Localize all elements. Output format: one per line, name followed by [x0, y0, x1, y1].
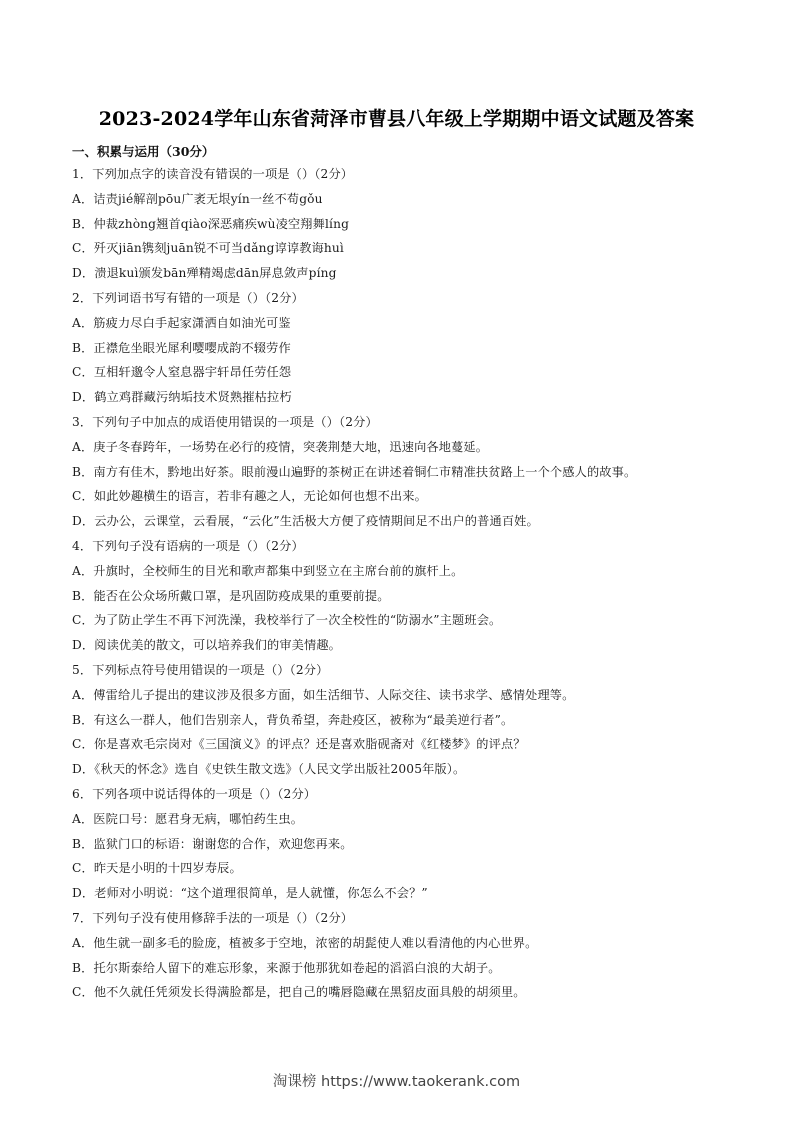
question-list [72, 162, 732, 1005]
page-title: 2023-2024学年山东省菏泽市曹县八年级上学期期中语文试题及答案 [98, 108, 695, 130]
document-line: A．医院口号：愿君身无病，哪怕药生虫。 [72, 811, 304, 826]
document-line: B．有这么一群人，他们告别亲人，背负希望，奔赴疫区，被称为“最美逆行者”。 [72, 712, 514, 727]
document-line: B．仲裁zhòng翘首qiào深恶痛疾wù凌空翔舞líng [72, 216, 350, 231]
document-line: B．托尔斯泰给人留下的难忘形象，来源于他那犹如卷起的滔滔白浪的大胡子。 [72, 960, 501, 975]
section-heading: 一、积累与运用（30分） [72, 144, 215, 159]
document-line: A．筋疲力尽白手起家潇洒自如油光可鉴 [72, 315, 291, 330]
document-line: 7．下列句子没有使用修辞手法的一项是（）（2分） [72, 910, 354, 925]
document-line: A．升旗时，全校师生的目光和歌声都集中到竖立在主席台前的旗杆上。 [72, 563, 464, 578]
document-line: C．互相轩邈令人窒息器宇轩昂任劳任怨 [72, 365, 292, 380]
document-line: C．他不久就任凭须发长得满脸都是，把自己的嘴唇隐藏在黑貂皮面具般的胡须里。 [72, 985, 526, 1000]
document-line: C．昨天是小明的十四岁寿辰。 [72, 861, 242, 876]
document-line: D．老师对小明说：“这个道理很简单，是人就懂，你怎么不会？” [72, 886, 428, 901]
document-line: D．云办公，云课堂，云看展，“云化”生活极大方便了疫情期间足不出户的普通百姓。 [72, 514, 539, 529]
document-line: 3．下列句子中加点的成语使用错误的一项是（）（2分） [72, 414, 378, 429]
document-line: A．庚子冬春跨年，一场势在必行的疫情，突袭荆楚大地，迅速向各地蔓延。 [72, 439, 489, 454]
document-line: 4．下列句子没有语病的一项是（）（2分） [72, 538, 304, 553]
document-line: C．你是喜欢毛宗岗对《三国演义》的评点？还是喜欢脂砚斋对《红楼梦》的评点？ [72, 737, 526, 752]
document-line: B．能否在公众场所戴口罩，是巩固防疫成果的重要前提。 [72, 588, 390, 603]
document-line: D．《秋天的怀念》选自《史铁生散文选》（人民文学出版社2005年版）。 [72, 762, 466, 777]
footer-watermark: 淘课榜 https://www.taokerank.com [272, 1074, 521, 1090]
document-line: D．溃退kuì颁发bān殚精竭虑dān屏息敛声píng [72, 266, 337, 281]
document-line: A．傅雷给儿子提出的建议涉及很多方面，如生活细节、人际交往、读书求学、感情处理等。 [72, 687, 575, 702]
document-line: 5．下列标点符号使用错误的一项是（）（2分） [72, 662, 329, 677]
document-line: C．如此妙趣横生的语言，若非有趣之人，无论如何也想不出来。 [72, 489, 427, 504]
document-line: 6．下列各项中说话得体的一项是（）（2分） [72, 786, 317, 801]
document-line: 1．下列加点字的读音没有错误的一项是（）（2分） [72, 167, 354, 181]
document-line: C．为了防止学生不再下河洗澡，我校举行了一次全校性的“防溺水”主题班会。 [72, 613, 502, 628]
document-line: B．正襟危坐眼光犀利嘤嘤成韵不辍劳作 [72, 340, 291, 355]
document-line: A．他生就一副多毛的脸庞，植被多于空地，浓密的胡髭使人难以看清他的内心世界。 [72, 935, 538, 950]
document-line: B．监狱门口的标语：谢谢您的合作，欢迎您再来。 [72, 836, 353, 851]
document-line: B．南方有佳木，黔地出好茶。眼前漫山遍野的茶树正在讲述着铜仁市精准扶贫路上一个个感人的故事。 [72, 464, 637, 479]
document-line: A．诘责jié解剖pōu广袤无垠yín一丝不苟gǒu [72, 191, 323, 206]
document-line: D．阅读优美的散文，可以培养我们的审美情趣。 [72, 638, 342, 653]
document-line: D．鹤立鸡群藏污纳垢技术贤熟摧枯拉朽 [72, 390, 292, 405]
document-line: C．歼灭jiān镌刻juān锐不可当dǎng谆谆教诲huì [72, 241, 344, 256]
document-line: 2．下列词语书写有错的一项是（）（2分） [72, 290, 304, 305]
